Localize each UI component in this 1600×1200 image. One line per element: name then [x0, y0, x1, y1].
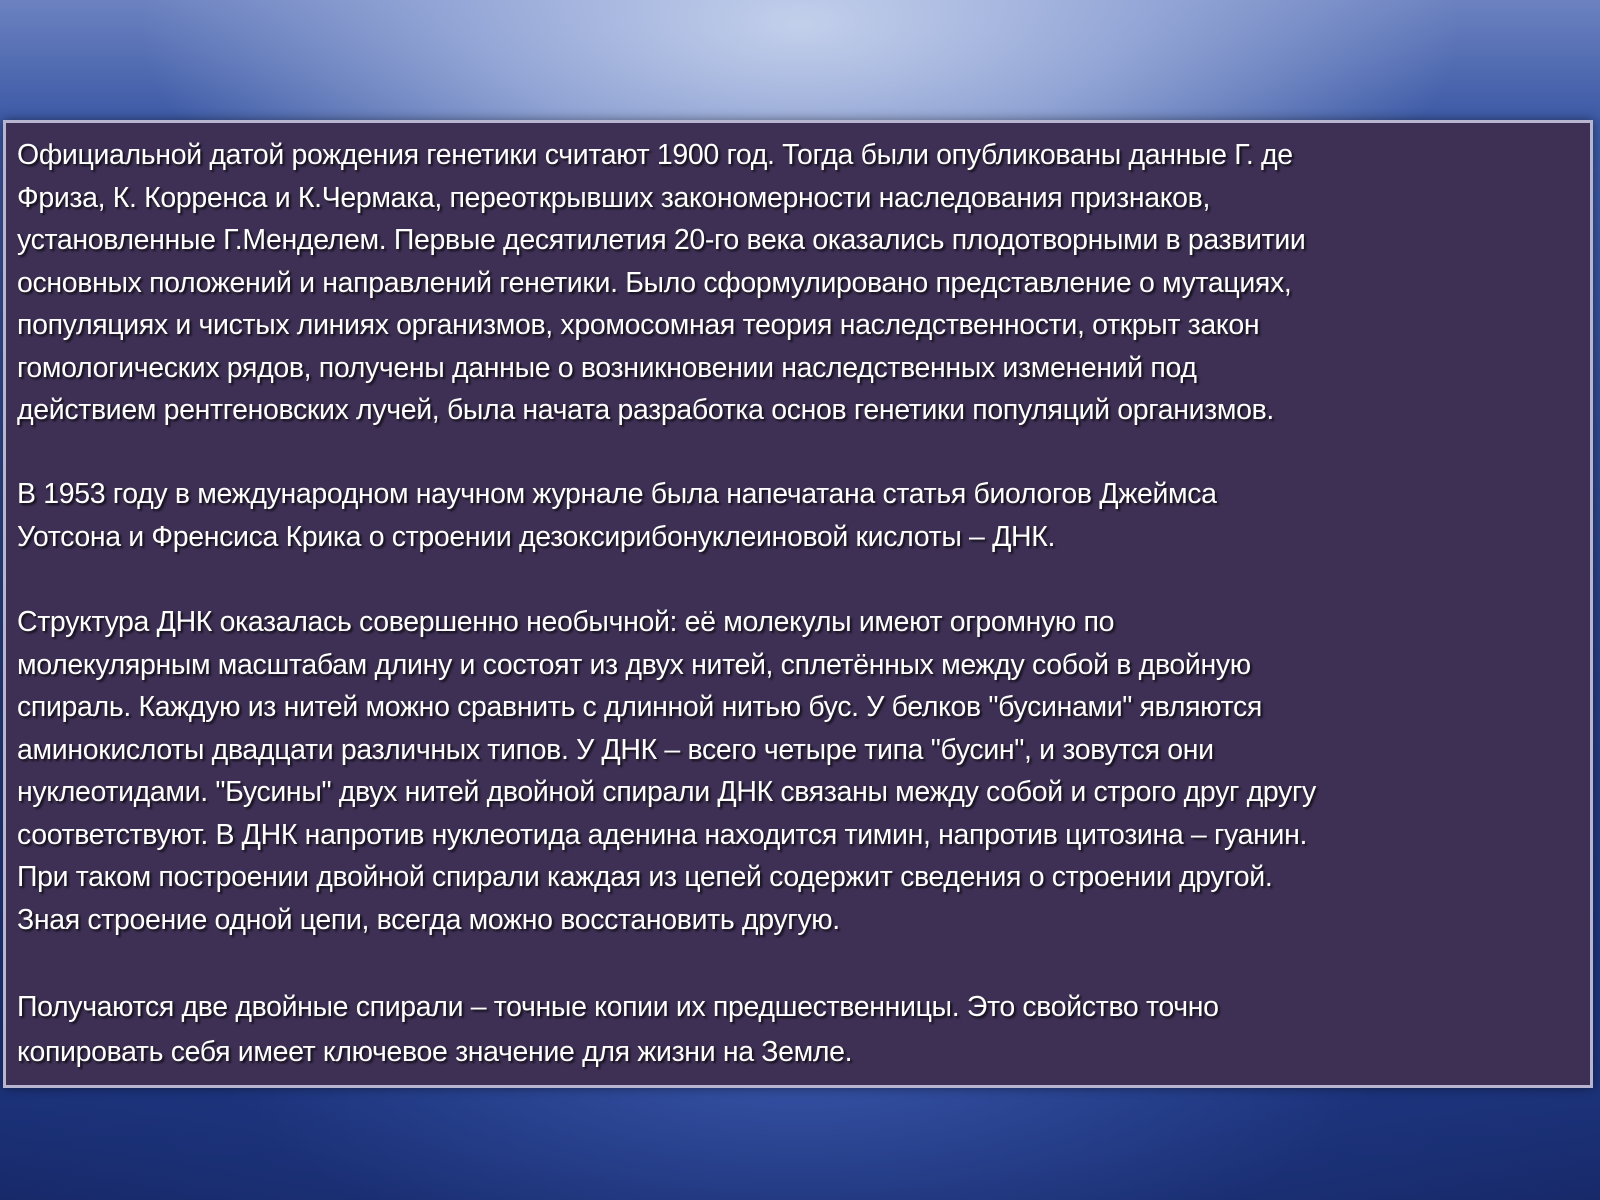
text-panel [3, 120, 1593, 1088]
paragraph-dna-structure: Структура ДНК оказалась совершенно необычной: её молекулы имеют огромную по молекулярным масштабам длину и состоят из двух нитей, сплетённых между собой в двойную спираль. Каждую из нитей можно сравнить с длинной нитью бус. У белков "бусинами" являются аминокислоты двадцати различных типов. У ДНК – всего четыре типа "бусин", и зовутся они нуклеотидами. "Бусины" двух нитей двойной спирали ДНК связаны между собой и строго друг другу соответствуют. В ДНК напротив нуклеотида аденина находится тимин, напротив цитозина – гуанин. При таком построении двойной спирали каждая из цепей содержит сведения о строении другой. Зная строение одной цепи, всегда можно восстановить другую. [17, 606, 1316, 936]
paragraph-dna-replication: Получаются две двойные спирали – точные копии их предшественницы. Это свойство точно копировать себя имеет ключевое значение для жизни на Земле. [17, 991, 1219, 1068]
paragraph-dna-discovery: В 1953 году в международном научном журнале была напечатана статья биологов Джеймса Уотсона и Френсиса Крика о строении дезоксирибонуклеиновой кислоты – ДНК. [17, 478, 1217, 553]
paragraph-genetics-history: Официальной датой рождения генетики считают 1900 год. Тогда были опубликованы данные Г. де Фриза, К. Корренса и К.Чермака, переоткрывших закономерности наследования признаков, установленные Г.Менделем. Первые десятилетия 20-го века оказались плодотворными в развитии основных положений и направлений генетики. Было сформулировано представление о мутациях, популяциях и чистых линиях организмов, хромосомная теория наследственности, открыт закон гомологических рядов, получены данные о возникновении наследственных изменений под действием рентгеновских лучей, была начата разработка основ генетики популяций организмов. [17, 139, 1306, 426]
